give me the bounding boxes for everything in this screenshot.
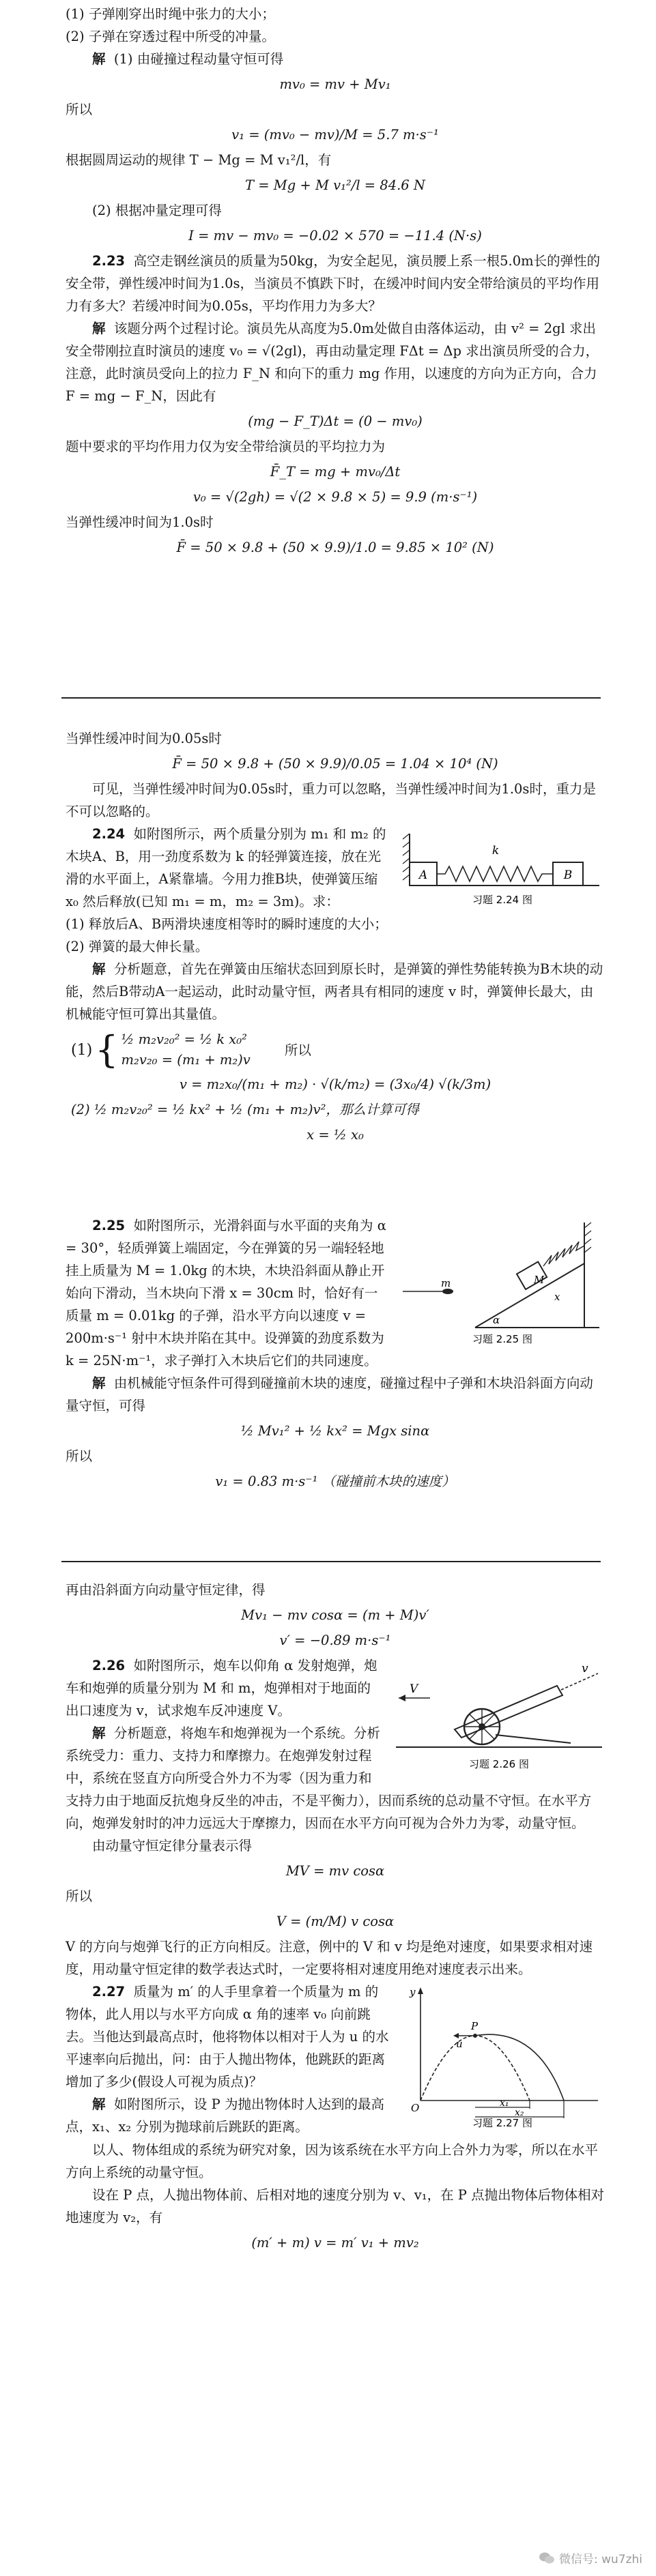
figure-caption: 习题 2.25 图 (472, 1333, 532, 1345)
equation: (2) ½ m₂v₂₀² = ½ kx² + ½ (m₁ + m₂)v²，那么计算可得 (71, 1102, 419, 1117)
equation: m₂v₂₀ = (m₁ + m₂)v (121, 1052, 251, 1068)
figure-2-25 (400, 1218, 605, 1355)
problem-text: 质量为 m′ 的人手里拿着一个质量为 m 的物体，此人用以与水平方向成 α 角的速率 v₀ 向前跳去。当他达到最高点时，他将物体以相对于人为 u 的水平速率向后抛出，问：由于人抛出物体，他跳跃的距离增加了多少(假设人可视为质点)？ (66, 1984, 389, 2090)
text-line: 当弹性缓冲时间为1.0s时 (66, 514, 214, 530)
page-divider (61, 697, 601, 699)
x1-label: x₁ (500, 2098, 509, 2109)
equation: ½ Mv₁² + ½ kx² = Mgx sinα (240, 1423, 430, 1439)
text-line: 可见，当弹性缓冲时间为0.05s时，重力可以忽略，当弹性缓冲时间为1.0s时，重力是不可以忽略的。 (66, 781, 596, 819)
text-line: 题中要求的平均作用力仅为安全带给演员的平均拉力为 (66, 439, 386, 454)
figure-caption: 习题 2.26 图 (469, 1758, 529, 1770)
equation: Mv₁ − mv cosα = (m + M)v′ (241, 1607, 429, 1623)
solution-label: 解 (92, 51, 106, 67)
shell-path (561, 1673, 598, 1690)
equation: (m′ + m) v = m′ v₁ + mv₂ (251, 2235, 419, 2251)
text-line: V 的方向与炮弹飞行的正方向相反。注意，例中的 V 和 v 均是绝对速度，如果要求相对速度，用动量守恒定律的数学表达式时，一定要将相对速度用绝对速度表示出来。 (66, 1939, 593, 1977)
problem-number: 2.24 (92, 826, 126, 842)
solution-text: 分析题意，将炮车和炮弹视为一个系统。分析系统受力：重力、支持力和摩擦力。在炮弹发射过程中，系统在竖直方向所受合外力不为零（因为重力和支持力由于地面反抗炮身反坐的冲击，不是平衡力），因而系统的总动量不守恒。在水平方向，炮弹发射时的冲力远远大于摩擦力，因而在水平方向可视为合外力为零，动量守恒。 (66, 1725, 592, 1831)
spring-blocks-diagram (400, 827, 605, 909)
equation: x = ½ x₀ (306, 1127, 364, 1143)
question-line: (2) 子弹在穿透过程中所受的冲量。 (66, 29, 275, 44)
block-b-label: B (563, 868, 573, 882)
equation: MV = mv cosα (285, 1863, 385, 1879)
solution-label: 解 (92, 961, 106, 977)
equation: I = mv − mv₀ = −0.02 × 570 = −11.4 (N·s) (188, 228, 482, 244)
equation: (mg − F_T)Δt = (0 − mv₀) (248, 413, 423, 429)
origin-label: O (411, 2102, 420, 2114)
text-line: 所以 (66, 1448, 93, 1464)
section-3 (66, 1214, 605, 1495)
trajectory-before (420, 2036, 530, 2101)
block-a-label: A (418, 868, 428, 882)
solution-label: 解 (92, 321, 106, 336)
solution-block (66, 958, 605, 1025)
angle-label: α (493, 1314, 500, 1326)
problem-2-23 (66, 250, 605, 317)
section-4 (66, 1579, 605, 2257)
text-line: 所以 (66, 102, 93, 117)
figure-caption: 习题 2.24 图 (472, 894, 532, 906)
problem-text: 高空走钢丝演员的质量为50kg，为安全起见，演员腰上系一根5.0m长的弹性的安全带，弹性缓冲时间为1.0s，当演员不慎跌下时，在缓冲时间内安全带给演员的平均作用力有多大？若缓冲时间为0.05s，平均作用力为多大？ (66, 253, 601, 314)
throw-speed-label: u (456, 2038, 463, 2050)
problem-text: 如附图所示，光滑斜面与水平面的夹角为 α = 30°，轻质弹簧上端固定，今在弹簧的另一端轻轻地挂上质量为 M = 1.0kg 的木块，木块沿斜面从静止开始向下滑动，当木块向下滑 x = 30cm 时，恰好有一质量 m = 0.01kg 的子弹，沿水平方向以速度 v = 200m·s⁻¹ 射中木块并陷在其中。设弹簧的劲度系数为 k = 25N·m⁻¹，求子弹打入木块后它们的共同速度。 (66, 1218, 386, 1368)
solution-text: (1) 由碰撞过程动量守恒可得 (113, 51, 284, 67)
recoil-label: V (410, 1682, 418, 1696)
trajectory-after (475, 2034, 564, 2101)
text-line: 当弹性缓冲时间为0.05s时 (66, 731, 222, 746)
equation: mv₀ = mv + Mv₁ (279, 76, 391, 92)
bullet-label: m (441, 1277, 451, 1289)
equation: v′ = −0.89 m·s⁻¹ (279, 1633, 391, 1648)
problem-number: 2.25 (92, 1218, 126, 1233)
section-2 (66, 727, 605, 1149)
equation: T = Mg + M v₁²/l = 84.6 N (245, 177, 425, 193)
watermark (539, 2549, 642, 2566)
problem-text: 如附图所示，两个质量分别为 m₁ 和 m₂ 的木块A、B，用一劲度系数为 k 的轻弹簧连接，放在光滑的水平面上，A紧靠墙。今用力推B块，使弹簧压缩 x₀ 然后释放(已知 m₁ = m，m₂ = 3m)。求： (66, 826, 386, 909)
projectile-diagram (400, 1985, 605, 2128)
text-line: (2) 根据冲量定理可得 (92, 203, 222, 218)
equation: F̄ = 50 × 9.8 + (50 × 9.9)/0.05 = 1.04 × 10⁴ (N) (172, 756, 498, 772)
equation: V = (m/M) v cosα (276, 1914, 395, 1929)
incline-diagram (400, 1218, 605, 1348)
bullet (442, 1289, 453, 1294)
solution-label: 解 (92, 1725, 106, 1741)
question-line: (1) 子弹刚穿出时绳中张力的大小； (66, 6, 275, 22)
wall-hatch (403, 834, 410, 880)
equation: v₁ = 0.83 m·s⁻¹ （碰撞前木块的速度） (215, 1474, 455, 1489)
wall-hatch (584, 1223, 591, 1253)
text-line: 设在 P 点，人抛出物体前、后相对地的速度分别为 v、v₁，在 P 点抛出物体后物体相对地速度为 v₂，有 (66, 2187, 605, 2225)
watermark-text: 微信号: wu7zhi (558, 2553, 642, 2566)
text-line: 再由沿斜面方向动量守恒定律，得 (66, 1582, 266, 1598)
brace: { (95, 1028, 119, 1071)
figure-2-26 (393, 1658, 605, 1781)
x2-label: x₂ (515, 2107, 524, 2118)
solution-text: 由机械能守恒条件可得到碰撞前木块的速度，碰撞过程中子弹和木块沿斜面方向动量守恒，可得 (66, 1375, 593, 1414)
solution-block (66, 1372, 605, 1417)
solution-block (66, 317, 605, 407)
y-arrow (418, 1987, 423, 1994)
page-divider (61, 1561, 601, 1562)
equation: v = m₂x₀/(m₁ + m₂) · √(k/m₂) = (3x₀/4) √(k/3m) (179, 1077, 491, 1092)
problem-text: 如附图所示，炮车以仰角 α 发射炮弹，炮车和炮弹的质量分别为 M 和 m，炮弹相对于地面的出口速度为 v，试求炮车反冲速度 V。 (66, 1658, 377, 1718)
section-1 (66, 3, 605, 561)
shell-velocity-label: v (582, 1662, 588, 1675)
y-axis-label: y (410, 1986, 416, 1998)
text-line: 根据圆周运动的规律 T − Mg = M v₁²/l，有 (66, 152, 332, 168)
equation: F̄_T = mg + mv₀/Δt (270, 464, 401, 480)
spring-label: k (491, 844, 500, 858)
question-line: (2) 弹簧的最大伸长量。 (66, 939, 209, 954)
equation-system: (1) { ½ m₂v₂₀² = ½ k x₀² m₂v₂₀ = (m₁ + m₂)v 所以 (71, 1028, 311, 1071)
arrow-head (399, 1695, 405, 1701)
distance-label: x (554, 1291, 560, 1303)
trail (496, 1735, 571, 1743)
cannon-barrel (455, 1686, 562, 1738)
cannon-diagram (393, 1658, 605, 1774)
figure-2-27 (400, 1985, 605, 2135)
problem-number: 2.26 (92, 1658, 126, 1673)
figure-2-24 (400, 827, 605, 916)
text-line: 所以 (284, 1042, 311, 1058)
solution-text: 分析题意，首先在弹簧由压缩状态回到原长时，是弹簧的弹性势能转换为B木块的动能，然后B带动A一起运动，此时动量守恒，两者具有相同的速度 v 时，弹簧伸长最大，由机械能守恒可算出其量值。 (66, 961, 603, 1022)
equation: F̄ = 50 × 9.8 + (50 × 9.9)/1.0 = 9.85 × 10² (N) (176, 540, 494, 555)
equation: v₀ = √(2gh) = √(2 × 9.8 × 5) = 9.9 (m·s⁻¹) (192, 489, 478, 505)
equation: ½ m₂v₂₀² = ½ k x₀² (121, 1031, 247, 1047)
text-line: 以人、物体组成的系统为研究对象，因为该系统在水平方向上合外力为零，所以在水平方向上系统的动量守恒。 (66, 2142, 599, 2180)
block-label: M (534, 1274, 545, 1286)
equation: v₁ = (mv₀ − mv)/M = 5.7 m·s⁻¹ (231, 127, 439, 143)
figure-caption: 习题 2.27 图 (472, 2117, 532, 2128)
point-p-label: P (471, 2020, 479, 2032)
text-line: 所以 (66, 1888, 93, 1904)
problem-number: 2.23 (92, 253, 126, 269)
solution-label: 解 (92, 1375, 106, 1391)
spring (543, 1242, 584, 1266)
solution-label: 解 (92, 2096, 106, 2112)
spring (437, 866, 553, 881)
wechat-icon (539, 2551, 555, 2565)
solution-line (66, 48, 605, 70)
solution-text: 该题分两个过程讨论。演员先从高度为5.0m处做自由落体运动，由 v² = 2gl 求出安全带刚拉直时演员的速度 v₀ = √(2gl)，再由动量定理 FΔt = Δp 求出演员所受的合力，注意，此时演员受向上的拉力 F_N 和向下的重力 mg 作用，以速度的方向为正方向，合力 F = mg − F_N，因此有 (66, 321, 599, 404)
question-line: (1) 释放后A、B两滑块速度相等时的瞬时速度的大小； (66, 916, 388, 932)
problem-number: 2.27 (92, 1984, 126, 2000)
text-line: 由动量守恒定律分量表示得 (92, 1838, 253, 1854)
solution-text: 如附图所示，设 P 为抛出物体时人达到的最高点，x₁、x₂ 分别为抛球前后跳跃的距离。 (66, 2096, 384, 2135)
